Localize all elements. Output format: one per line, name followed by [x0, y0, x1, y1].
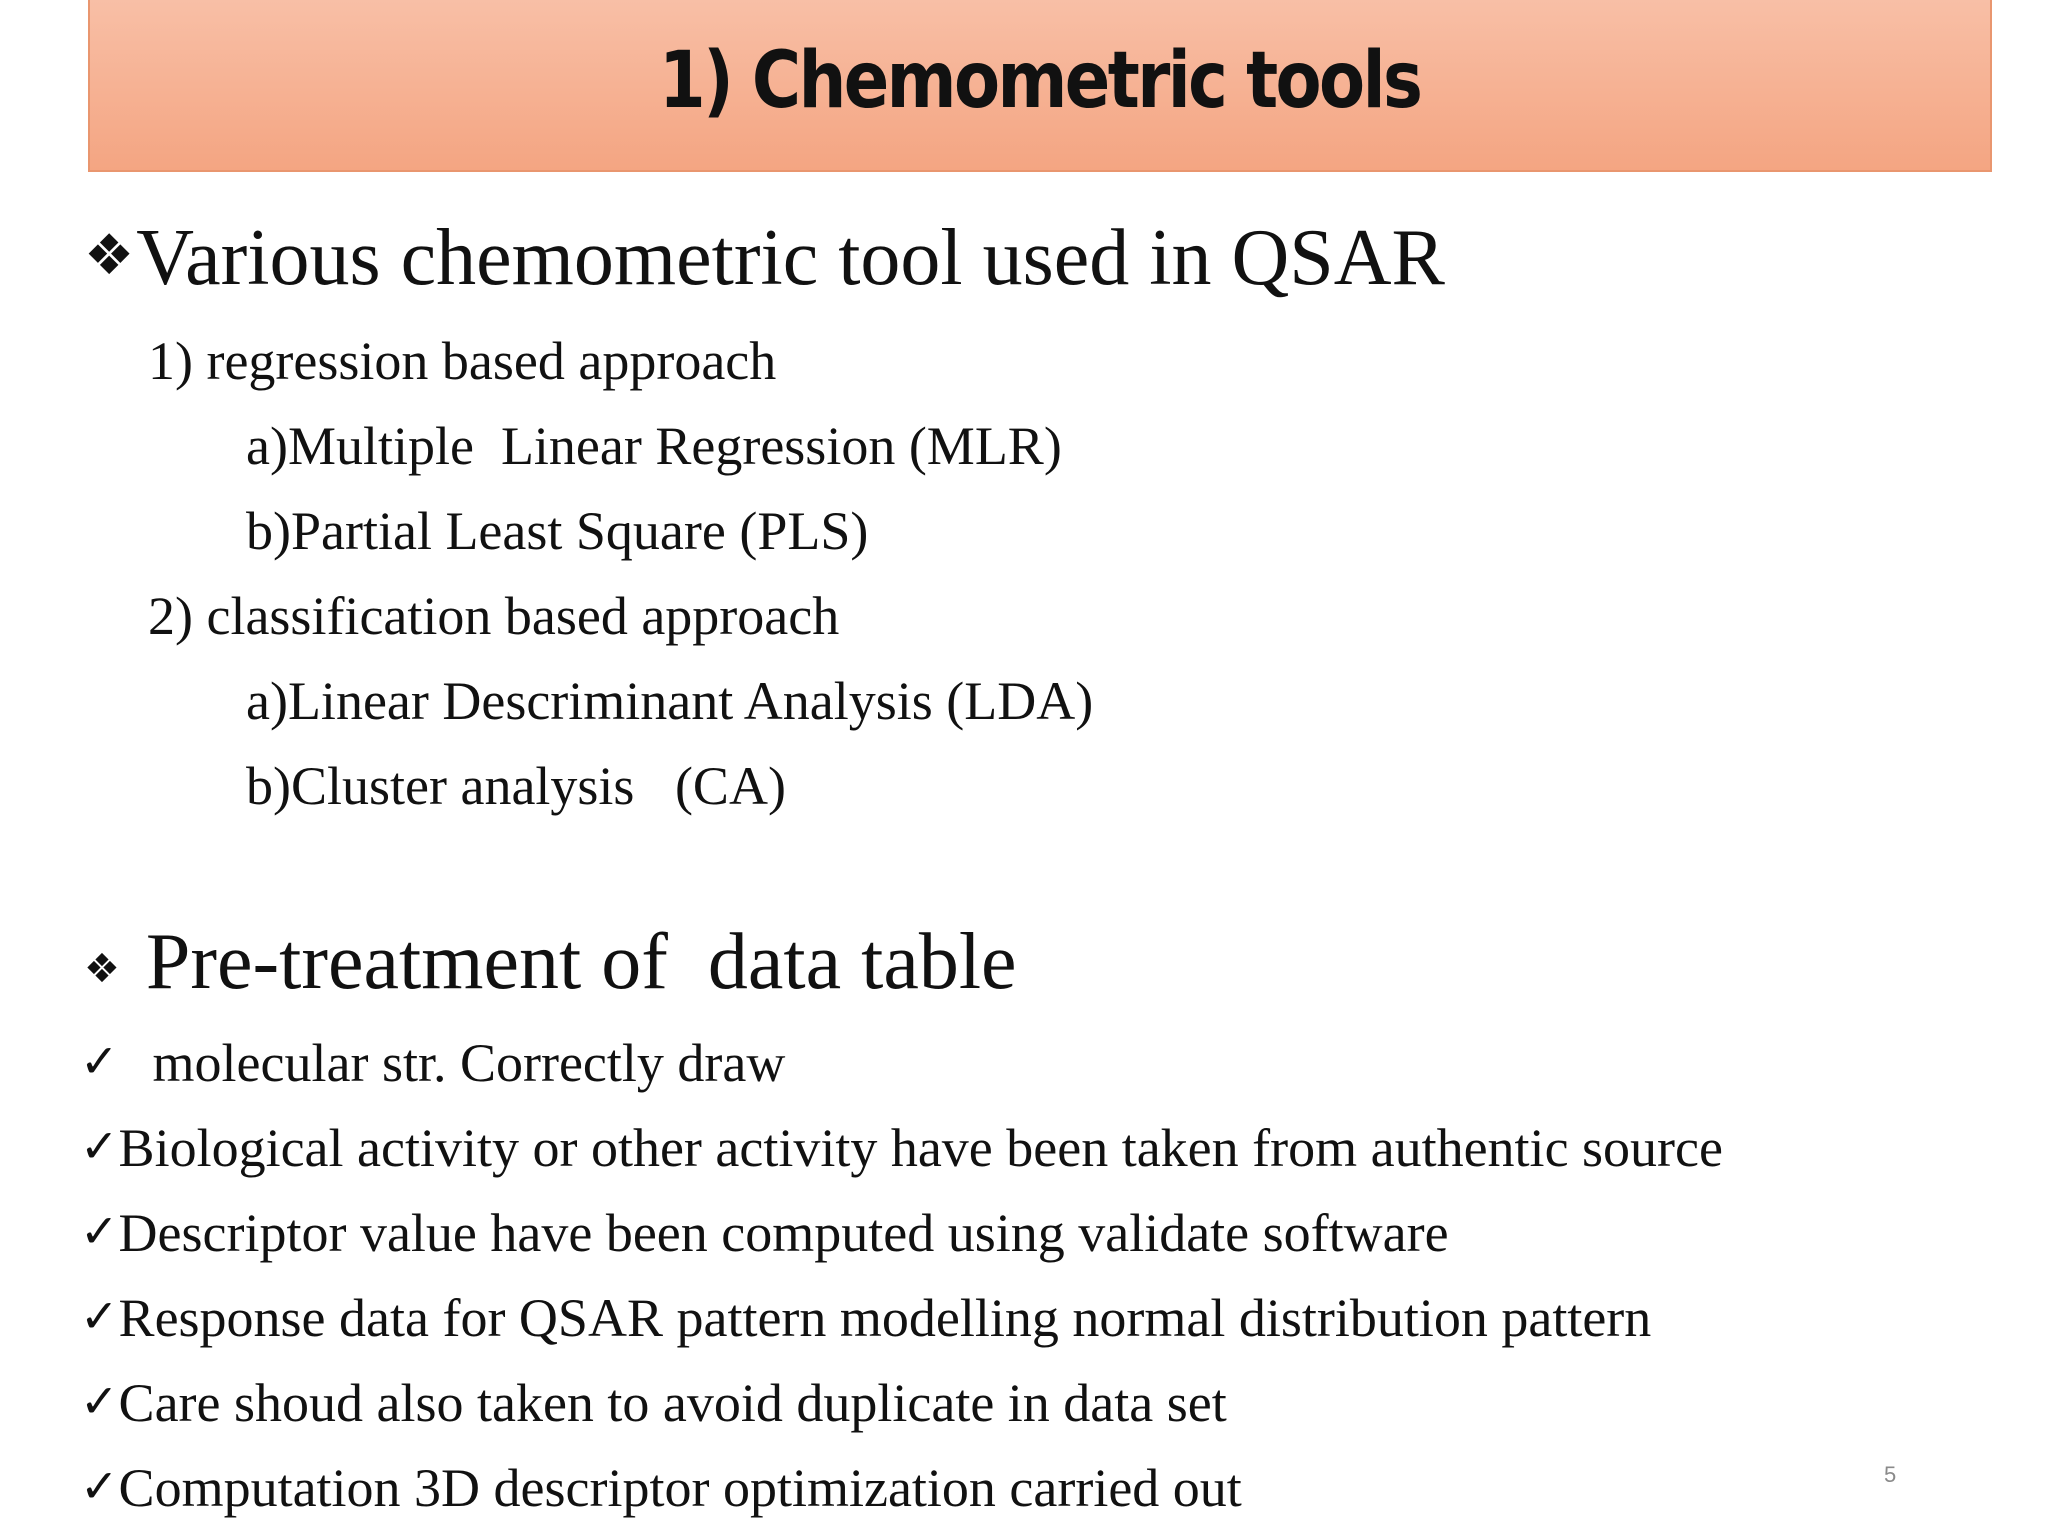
- checklist-item: [80, 1033, 786, 1093]
- page-number: 5: [1884, 1462, 1897, 1487]
- checklist-item: [80, 1203, 1449, 1263]
- checkmark-icon: ✓: [80, 1374, 119, 1428]
- checklist-item-label: Biological activity or other activity have been taken from authentic source: [118, 1118, 1723, 1178]
- checkmark-icon: ✓: [80, 1119, 119, 1173]
- checklist-item-label: Descriptor value have been computed using validate software: [118, 1203, 1449, 1263]
- slide-title: 1) Chemometric tools: [659, 36, 1421, 126]
- four-diamond-icon: ❖: [84, 946, 120, 992]
- four-diamond-icon: ❖: [84, 223, 135, 288]
- checkmark-icon: ✓: [80, 1289, 119, 1343]
- checklist-item-label: Response data for QSAR pattern modelling normal distribution pattern: [118, 1288, 1652, 1348]
- list-item: 2) classification based approach: [148, 586, 840, 646]
- checklist-item-label: molecular str. Correctly draw: [152, 1033, 786, 1093]
- checkmark-icon: ✓: [80, 1459, 119, 1513]
- checklist-item: [80, 1373, 1227, 1433]
- list-item: b)Partial Least Square (PLS): [246, 501, 869, 561]
- checklist-item: [80, 1118, 1723, 1178]
- section-heading-chemometric-tools: [84, 214, 1445, 302]
- list-item: 1) regression based approach: [148, 331, 777, 391]
- checkmark-icon: ✓: [80, 1034, 119, 1088]
- checklist-item: [80, 1288, 1652, 1348]
- list-item: b)Cluster analysis (CA): [246, 756, 786, 816]
- list-item: a)Multiple Linear Regression (MLR): [246, 416, 1062, 476]
- checklist-item-label: Computation 3D descriptor optimization carried out: [118, 1458, 1242, 1518]
- list-item: a)Linear Descriminant Analysis (LDA): [246, 671, 1094, 731]
- checklist-item-label: Care shoud also taken to avoid duplicate in data set: [118, 1373, 1227, 1433]
- checklist-item: [80, 1458, 1242, 1518]
- section-heading-text: Various chemometric tool used in QSAR: [136, 214, 1445, 302]
- title-banner: [88, 0, 1992, 172]
- section-heading-text: Pre-treatment of data table: [145, 918, 1017, 1006]
- checkmark-icon: ✓: [80, 1204, 119, 1258]
- section-heading-pretreatment: [84, 918, 1017, 1006]
